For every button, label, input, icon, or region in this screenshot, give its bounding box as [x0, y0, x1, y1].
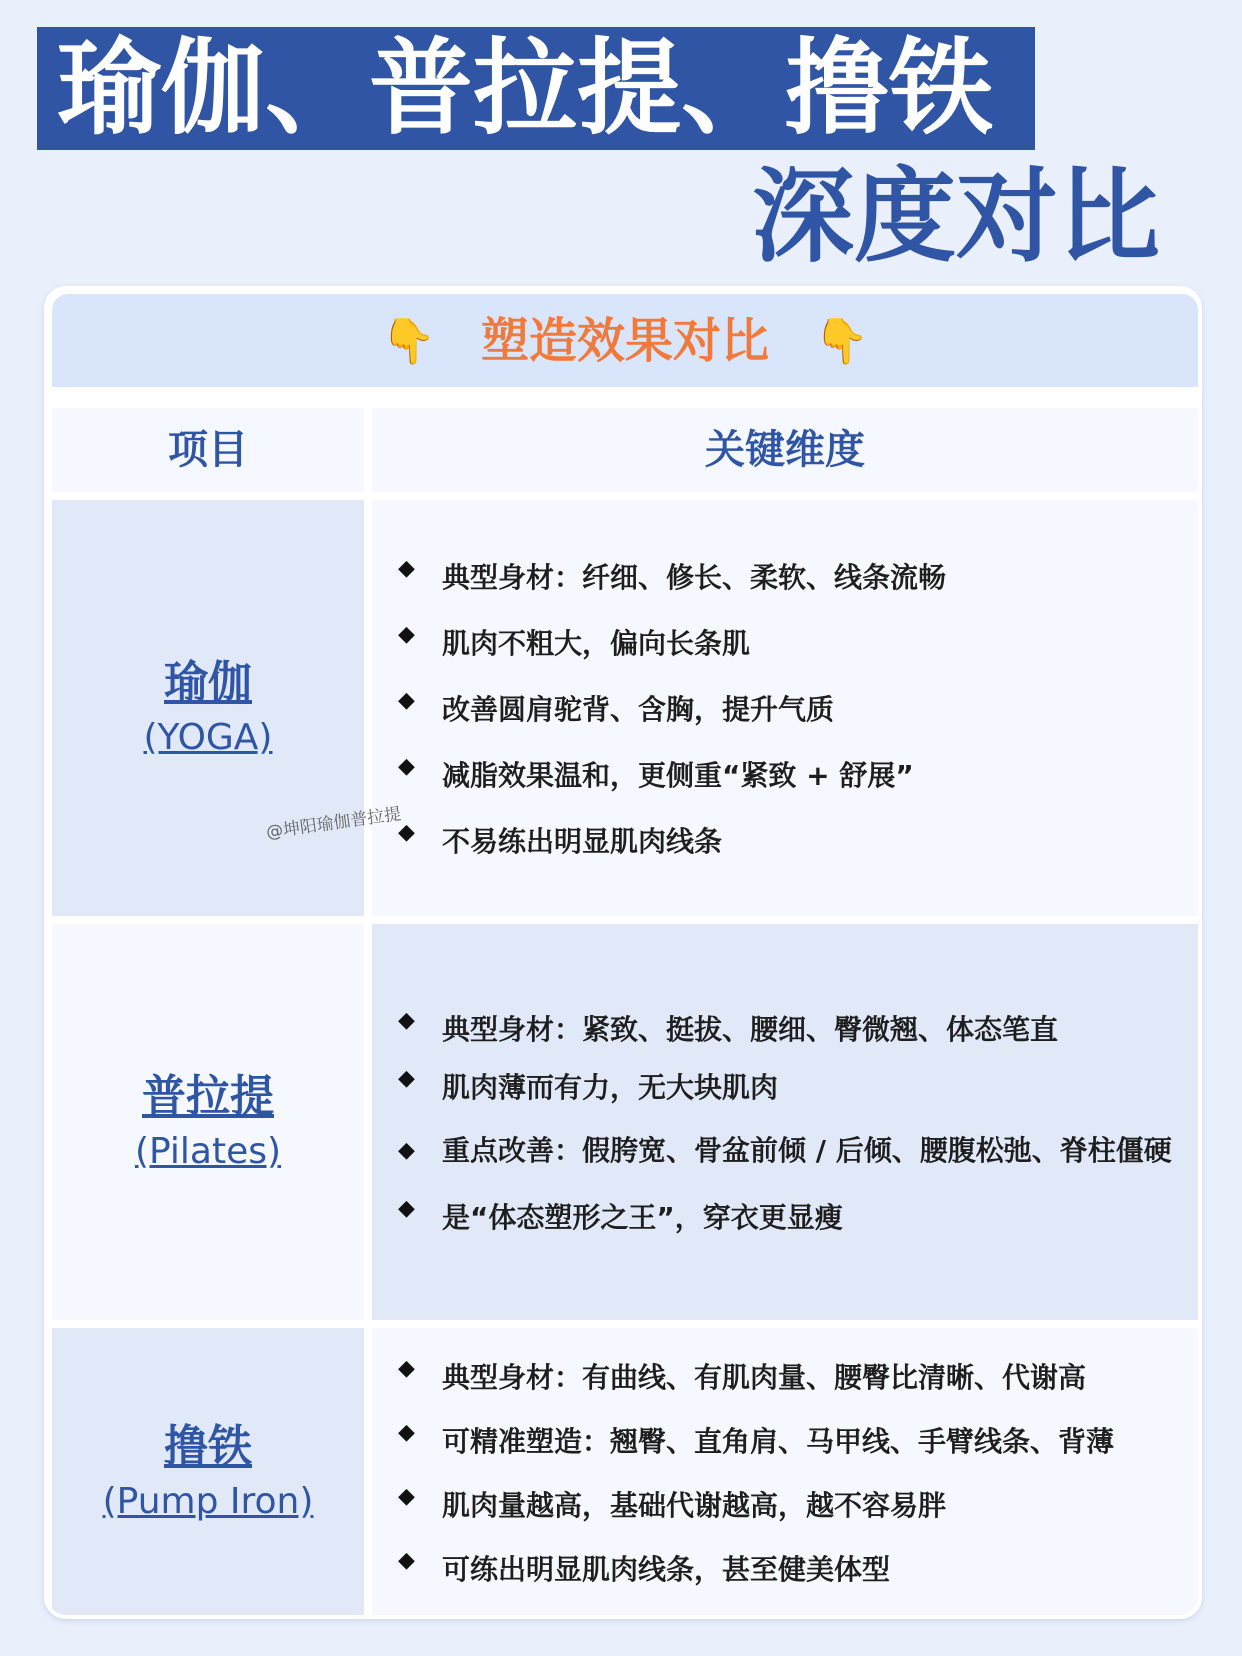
main-subtitle: 深度对比	[752, 158, 1160, 277]
list-item	[398, 688, 1190, 728]
row-content-pump-iron	[372, 1328, 1198, 1615]
row-content-pilates	[372, 924, 1198, 1320]
column-header-key-dimension: 关键维度	[372, 408, 1198, 492]
column-header-item: 项目	[52, 408, 364, 492]
list-item-text: 减脂效果温和，更侧重“紧致 + 舒展”	[442, 759, 914, 792]
row-name-pilates	[52, 924, 364, 1320]
list-item	[398, 1066, 1190, 1106]
row-name-en[interactable]: (Pilates)	[134, 1131, 282, 1172]
section-title: 塑造效果对比	[480, 313, 769, 369]
row-name-cn[interactable]: 撸铁	[164, 1420, 252, 1472]
list-item	[398, 1420, 1190, 1460]
row-name-cn[interactable]: 普拉提	[142, 1071, 274, 1122]
row-name-cn[interactable]: 瑜伽	[164, 657, 252, 708]
list-item-text: 典型身材：纤细、修长、柔软、线条流畅	[442, 561, 947, 594]
diamond-bullet-icon: ◆	[398, 1419, 415, 1445]
row-name-yoga	[52, 500, 364, 916]
list-item	[398, 1196, 1190, 1236]
list-item-text: 可练出明显肌肉线条，甚至健美体型	[442, 1552, 891, 1586]
diamond-bullet-icon: ◆	[398, 1008, 415, 1033]
pointing-down-hand-icon: 👇	[381, 316, 436, 367]
diamond-bullet-icon: ◆	[398, 556, 415, 581]
list-item	[398, 556, 1190, 596]
diamond-bullet-icon: ◆	[398, 1355, 415, 1381]
row-name-en[interactable]: (YOGA)	[143, 717, 273, 758]
diamond-bullet-icon: ◆	[398, 1066, 415, 1091]
list-item-text: 改善圆肩驼背、含胸，提升气质	[442, 693, 835, 726]
diamond-bullet-icon: ◆	[398, 1483, 415, 1509]
list-item	[398, 1356, 1190, 1396]
comparison-card	[44, 286, 1202, 1619]
list-item-text: 典型身材：紧致、挺拔、腰细、臀微翘、体态笔直	[442, 1013, 1059, 1046]
list-item	[398, 754, 1190, 794]
list-item-text: 不易练出明显肌肉线条	[442, 825, 723, 858]
main-title: 瑜伽、普拉提、撸铁	[37, 27, 1035, 150]
diamond-bullet-icon: ◆	[398, 820, 415, 845]
list-item	[398, 1008, 1190, 1048]
list-item-text: 重点改善：假胯宽、骨盆前倾 / 后倾、腰腹松弛、脊柱僵硬	[442, 1134, 1172, 1167]
watermark: @坤阳瑜伽普拉提	[264, 804, 403, 843]
diamond-bullet-icon: ◆	[398, 1547, 415, 1573]
diamond-bullet-icon: ◆	[398, 754, 415, 779]
list-item-text: 是“体态塑形之王”，穿衣更显瘦	[442, 1201, 843, 1234]
row-name-pump-iron	[52, 1328, 364, 1615]
list-item-text: 可精准塑造：翘臀、直角肩、马甲线、手臂线条、背薄	[442, 1424, 1115, 1458]
list-item	[398, 1548, 1190, 1588]
list-item	[398, 1484, 1190, 1524]
row-name-en[interactable]: (Pump Iron)	[102, 1480, 314, 1522]
list-item	[398, 1124, 1190, 1178]
list-item-text: 典型身材：有曲线、有肌肉量、腰臀比清晰、代谢高	[442, 1360, 1087, 1394]
pointing-down-hand-icon: 👇	[814, 316, 869, 367]
list-item	[398, 622, 1190, 662]
list-item-text: 肌肉不粗大，偏向长条肌	[442, 627, 751, 660]
list-item	[398, 820, 1190, 860]
diamond-bullet-icon: ◆	[398, 1138, 415, 1163]
list-item-text: 肌肉量越高，基础代谢越高，越不容易胖	[442, 1488, 947, 1522]
section-header	[52, 294, 1198, 387]
row-content-yoga	[372, 500, 1198, 916]
list-item-text: 肌肉薄而有力，无大块肌肉	[442, 1071, 779, 1104]
diamond-bullet-icon: ◆	[398, 688, 415, 713]
diamond-bullet-icon: ◆	[398, 1196, 415, 1221]
diamond-bullet-icon: ◆	[398, 622, 415, 647]
